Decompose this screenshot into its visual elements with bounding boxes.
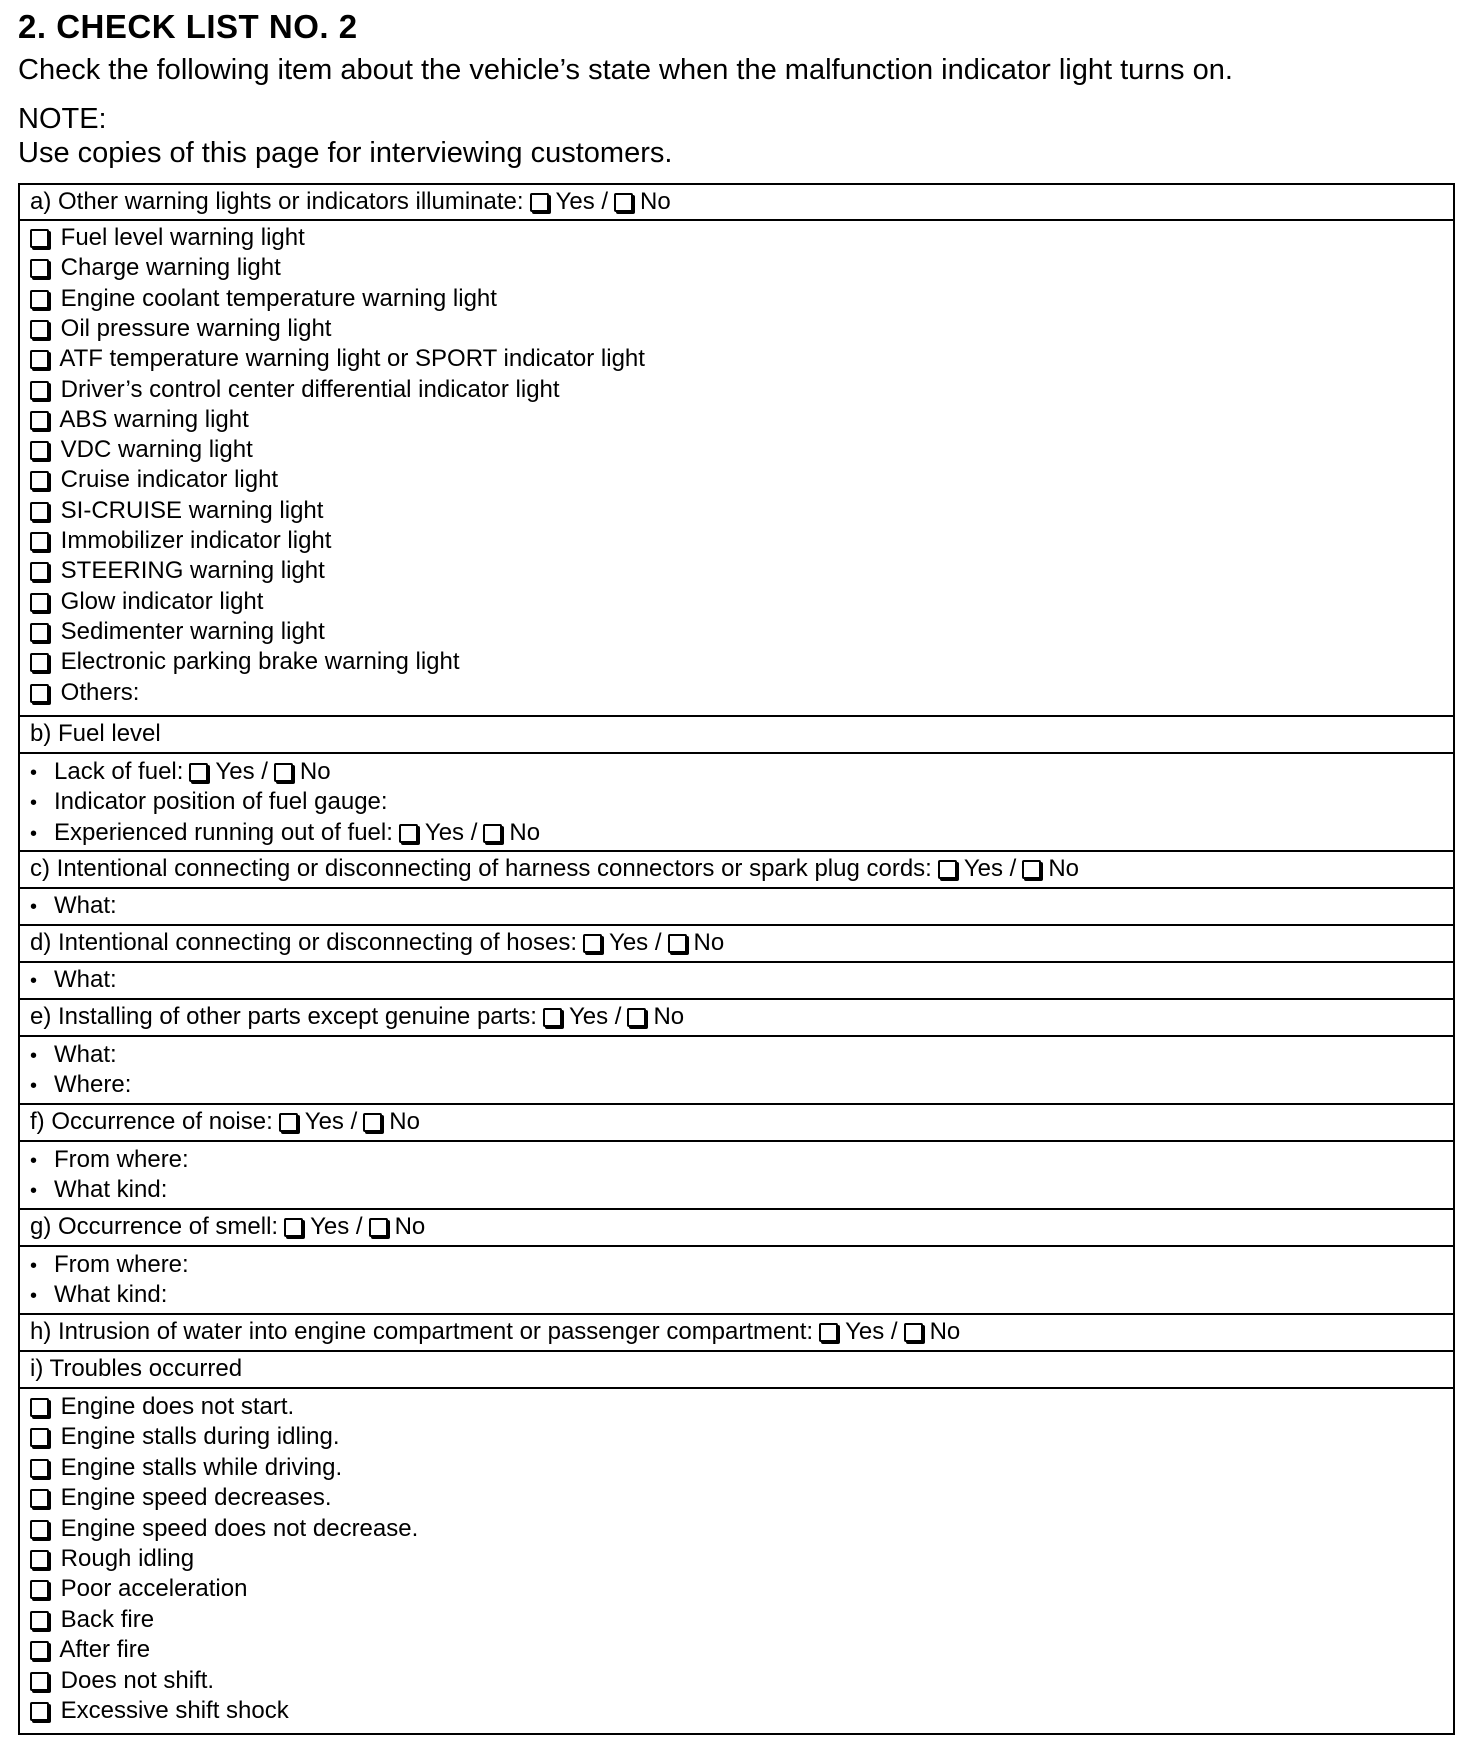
checkbox[interactable] xyxy=(30,1489,49,1508)
section-c-heading: c) Intentional connecting or disconnecting of harness connectors or spark plug cords: xyxy=(30,855,932,882)
list-item: Engine stalls during idling. xyxy=(30,1422,340,1452)
no-checkbox[interactable] xyxy=(614,193,633,212)
section-a-header xyxy=(20,185,1453,221)
list-item: • What: xyxy=(30,892,117,919)
no-checkbox[interactable] xyxy=(483,824,502,843)
checkbox[interactable] xyxy=(30,441,49,460)
section-f-heading: f) Occurrence of noise: xyxy=(30,1108,273,1135)
no-checkbox[interactable] xyxy=(668,934,687,953)
list-item: Others: xyxy=(30,678,139,708)
list-item: • Experienced running out of fuel: Yes / No xyxy=(30,819,541,846)
checkbox[interactable] xyxy=(30,1428,49,1447)
list-item: Engine does not start. xyxy=(30,1392,294,1422)
list-item: • Lack of fuel: Yes / No xyxy=(30,758,331,785)
yes-label: Yes / xyxy=(555,188,609,215)
no-checkbox[interactable] xyxy=(904,1323,923,1342)
checkbox[interactable] xyxy=(30,684,49,703)
list-item: Immobilizer indicator light xyxy=(30,526,331,556)
checkbox[interactable] xyxy=(30,350,49,369)
list-item: Engine coolant temperature warning light xyxy=(30,284,497,314)
section-g-header: g) Occurrence of smell: Yes / No xyxy=(20,1210,1453,1247)
section-c-body xyxy=(20,889,1453,926)
checkbox[interactable] xyxy=(30,1398,49,1417)
yes-checkbox[interactable] xyxy=(938,860,957,879)
list-item: Rough idling xyxy=(30,1544,194,1574)
checkbox[interactable] xyxy=(30,1702,49,1721)
list-item: Glow indicator light xyxy=(30,587,263,617)
section-i-heading: i) Troubles occurred xyxy=(30,1355,243,1382)
yes-checkbox[interactable] xyxy=(279,1113,298,1132)
checkbox[interactable] xyxy=(30,1672,49,1691)
yes-checkbox[interactable] xyxy=(819,1323,838,1342)
checkbox[interactable] xyxy=(30,653,49,672)
intro-text: Check the following item about the vehicle’s state when the malfunction indicator light turns on. xyxy=(18,54,1233,86)
list-item: ATF temperature warning light or SPORT indicator light xyxy=(30,344,645,374)
list-item: Fuel level warning light xyxy=(30,223,305,253)
checkbox[interactable] xyxy=(30,1580,49,1599)
section-h-header: h) Intrusion of water into engine compartment or passenger compartment: Yes / No xyxy=(20,1315,1453,1352)
section-b-header xyxy=(20,717,1453,754)
yes-checkbox[interactable] xyxy=(284,1218,303,1237)
no-checkbox[interactable] xyxy=(363,1113,382,1132)
checkbox[interactable] xyxy=(30,381,49,400)
section-d-heading: d) Intentional connecting or disconnecting of hoses: xyxy=(30,929,578,956)
yes-checkbox[interactable] xyxy=(399,824,418,843)
checkbox[interactable] xyxy=(30,471,49,490)
checkbox[interactable] xyxy=(30,593,49,612)
yes-checkbox[interactable] xyxy=(189,763,208,782)
list-item: • Indicator position of fuel gauge: xyxy=(30,788,388,815)
section-d-header: d) Intentional connecting or disconnecting of hoses: Yes / No xyxy=(20,926,1453,963)
no-checkbox[interactable] xyxy=(369,1218,388,1237)
section-a-items xyxy=(20,221,1453,717)
section-f-header: f) Occurrence of noise: Yes / No xyxy=(20,1105,1453,1142)
list-item: Poor acceleration xyxy=(30,1574,247,1604)
checkbox[interactable] xyxy=(30,1641,49,1660)
checkbox[interactable] xyxy=(30,320,49,339)
note-label: NOTE: xyxy=(18,103,107,135)
list-item: Engine speed decreases. xyxy=(30,1483,332,1513)
checkbox[interactable] xyxy=(30,229,49,248)
checkbox[interactable] xyxy=(30,1611,49,1630)
list-item: • What: xyxy=(30,1041,117,1068)
checkbox[interactable] xyxy=(30,259,49,278)
checkbox[interactable] xyxy=(30,1459,49,1478)
checkbox[interactable] xyxy=(30,502,49,521)
list-item: Back fire xyxy=(30,1605,154,1635)
list-item: Excessive shift shock xyxy=(30,1696,289,1726)
list-item: • Where: xyxy=(30,1071,132,1098)
list-item: After fire xyxy=(30,1635,150,1665)
section-f-body xyxy=(20,1142,1453,1210)
list-item: Driver’s control center differential indicator light xyxy=(30,375,560,405)
section-b-heading: b) Fuel level xyxy=(30,720,161,747)
checkbox[interactable] xyxy=(30,623,49,642)
page-title: 2. CHECK LIST NO. 2 xyxy=(18,8,358,45)
section-g-body xyxy=(20,1247,1453,1315)
yes-checkbox[interactable] xyxy=(543,1008,562,1027)
list-item: Engine stalls while driving. xyxy=(30,1453,342,1483)
checkbox[interactable] xyxy=(30,532,49,551)
list-item: Cruise indicator light xyxy=(30,465,278,495)
section-d-body xyxy=(20,963,1453,1000)
list-item: Electronic parking brake warning light xyxy=(30,647,460,677)
checkbox[interactable] xyxy=(30,1520,49,1539)
section-i-items xyxy=(20,1389,1453,1733)
list-item: ABS warning light xyxy=(30,405,249,435)
section-h-heading: h) Intrusion of water into engine compartment or passenger compartment: xyxy=(30,1318,814,1345)
list-item: Sedimenter warning light xyxy=(30,617,325,647)
section-e-heading: e) Installing of other parts except genuine parts: xyxy=(30,1003,537,1030)
section-i-header xyxy=(20,1352,1453,1389)
checklist-table xyxy=(18,183,1455,1735)
list-item: Charge warning light xyxy=(30,253,281,283)
section-e-header: e) Installing of other parts except genuine parts: Yes / No xyxy=(20,1000,1453,1037)
checkbox[interactable] xyxy=(30,1550,49,1569)
list-item: • What kind: xyxy=(30,1176,168,1203)
section-c-header: c) Intentional connecting or disconnecting of harness connectors or spark plug cords: Yes / No xyxy=(20,852,1453,889)
yes-checkbox[interactable] xyxy=(583,934,602,953)
list-item: VDC warning light xyxy=(30,435,253,465)
section-g-heading: g) Occurrence of smell: xyxy=(30,1213,279,1240)
list-item: • What kind: xyxy=(30,1281,168,1308)
checkbox[interactable] xyxy=(30,411,49,430)
list-item: • From where: xyxy=(30,1251,189,1278)
no-checkbox[interactable] xyxy=(1022,860,1041,879)
yes-checkbox[interactable] xyxy=(530,193,549,212)
no-label: No xyxy=(640,188,671,215)
section-e-body xyxy=(20,1037,1453,1105)
list-item: • From where: xyxy=(30,1146,189,1173)
checkbox[interactable] xyxy=(30,290,49,309)
list-item: SI-CRUISE warning light xyxy=(30,496,323,526)
checkbox[interactable] xyxy=(30,562,49,581)
no-checkbox[interactable] xyxy=(274,763,293,782)
list-item: STEERING warning light xyxy=(30,556,325,586)
section-b-body xyxy=(20,754,1453,852)
list-item: • What: xyxy=(30,966,117,993)
section-a-heading: a) Other warning lights or indicators illuminate: xyxy=(30,188,524,215)
no-checkbox[interactable] xyxy=(627,1008,646,1027)
list-item: Engine speed does not decrease. xyxy=(30,1514,418,1544)
note-text: Use copies of this page for interviewing customers. xyxy=(18,137,673,169)
list-item: Does not shift. xyxy=(30,1666,214,1696)
list-item: Oil pressure warning light xyxy=(30,314,331,344)
